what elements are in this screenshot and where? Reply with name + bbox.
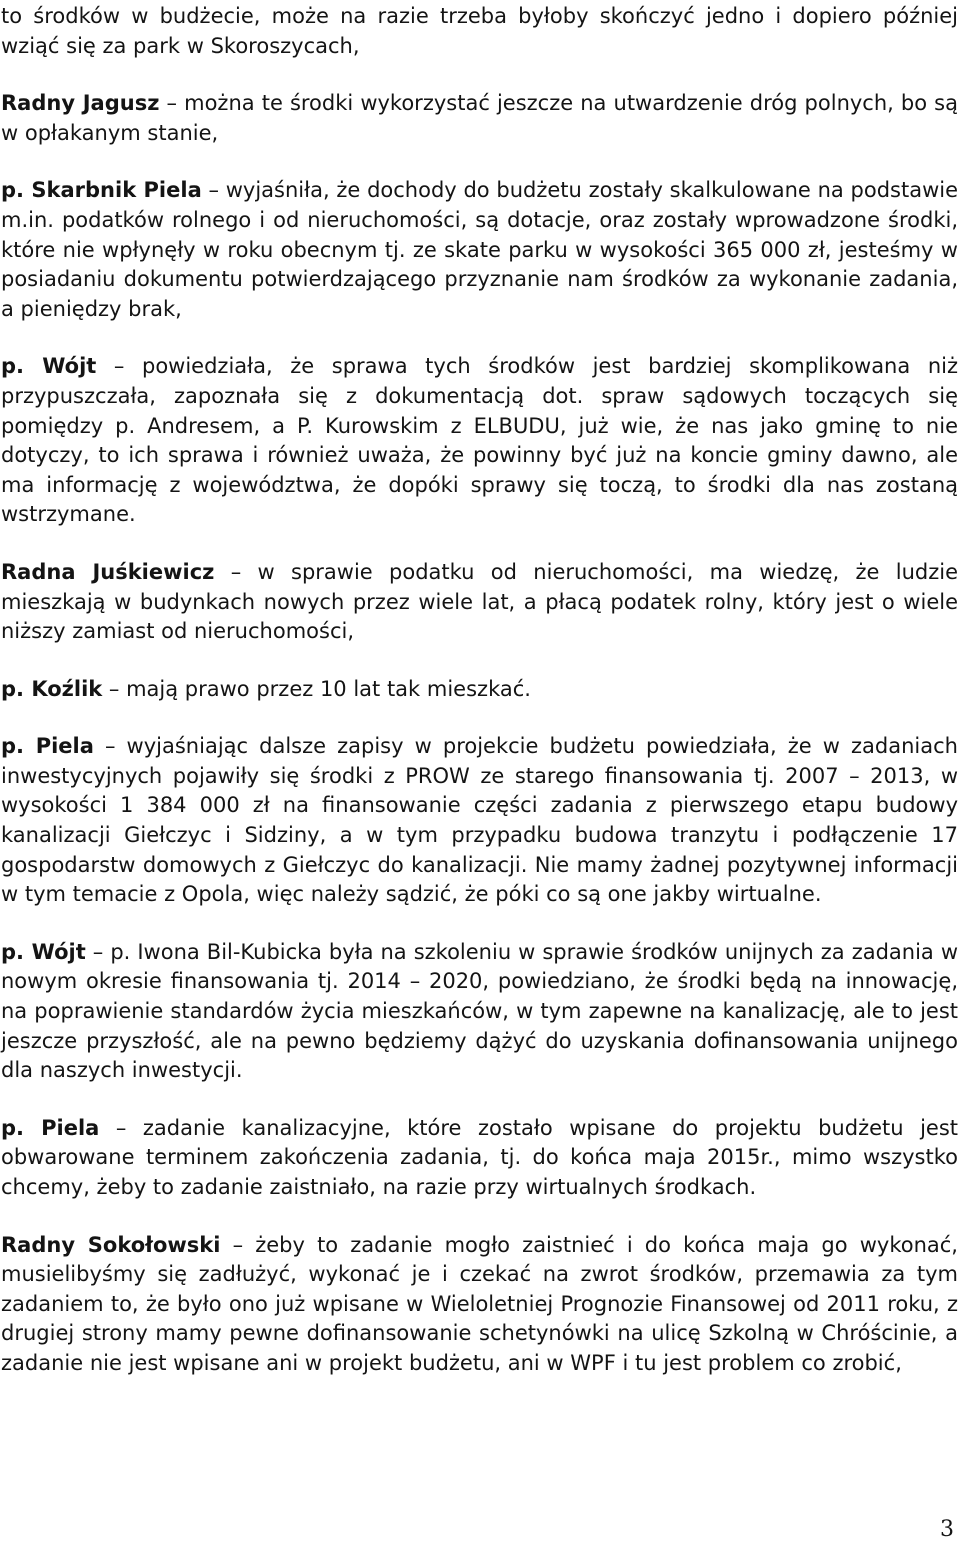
paragraph bbox=[1, 938, 958, 1086]
speaker-name: Radny Jagusz bbox=[1, 91, 160, 116]
speaker-name: p. Koźlik bbox=[1, 676, 103, 701]
speaker-name: Radny Sokołowski bbox=[1, 1232, 221, 1257]
paragraph-text: – zadanie kanalizacyjne, które zostało wpisane do projektu budżetu jest obwarowane terminem zakończenia zadania, tj. do końca maja 2015r., mimo wszystko chcemy, żeby to zadanie zaistniało, na razie przy wirtualnych środkach. bbox=[1, 1115, 958, 1199]
speaker-name: Radna Juśkiewicz bbox=[1, 559, 215, 584]
paragraph-text: – wyjaśniła, że dochody do budżetu zostały skalkulowane na podstawie m.in. podatków rolnego i od nieruchomości, są dotacje, oraz zostały wprowadzone środki, które nie wpłynęły w roku obecnym tj. ze skate parku w wysokości 365 000 zł, jesteśmy w posiadaniu dokumentu potwierdzającego przyznanie nam środków za wykonanie zadania, a pieniędzy brak, bbox=[1, 178, 958, 321]
paragraph bbox=[1, 1231, 958, 1379]
paragraph-text: – w sprawie podatku od nieruchomości, ma wiedzę, że ludzie mieszkają w budynkach nowych przez wiele lat, a płacą podatek rolny, który jest o wiele niższy zamiast od nieruchomości, bbox=[1, 559, 958, 644]
paragraph-text: – wyjaśniając dalsze zapisy w projekcie budżetu powiedziała, że w zadaniach inwestycyjnych pojawiły się środki z PROW ze starego finansowania tj. 2007 – 2013, w wysokości 1 384 000 zł na finansowanie części zadania z pierwszego etapu budowy kanalizacji Giełczyc i Sidziny, a w tym przypadku budowa tranzytu i podłączenie 17 gospodarstw domowych z Giełczyc do kanalizacji. Nie mamy żadnej pozytywnej informacji w tym temacie z Opola, więc należy sądzić, że póki co są one jakby wirtualne. bbox=[1, 734, 958, 907]
paragraph bbox=[1, 89, 958, 148]
paragraph-text: – żeby to zadanie mogło zaistnieć i do końca maja go wykonać, musielibyśmy się zadłużyć, wykonać je i czekać na zwrot środków, przemawia za tym zadaniem to, że było ono już wpisane w Wieloletniej Prognozie Finansowej od 2011 roku, z drugiej strony mamy pewne dofinansowanie schetynówki na ulicę Szkolną w Chróścinie, a zadanie nie jest wpisane ani w projekt budżetu, ani w WPF i tu jest problem co zrobić, bbox=[1, 1232, 958, 1375]
speaker-name: p. Piela bbox=[1, 734, 94, 759]
paragraph bbox=[1, 732, 958, 910]
speaker-name: p. Wójt bbox=[1, 354, 97, 379]
speaker-name: p. Piela bbox=[1, 1115, 100, 1140]
paragraph bbox=[1, 675, 958, 705]
paragraph-text: – mają prawo przez 10 lat tak mieszkać. bbox=[102, 676, 531, 701]
speaker-name: p. Skarbnik Piela bbox=[1, 178, 202, 203]
paragraph bbox=[1, 176, 958, 324]
paragraph bbox=[1, 2, 958, 61]
page-number: 3 bbox=[940, 1517, 954, 1543]
speaker-name: p. Wójt bbox=[1, 939, 86, 964]
paragraph-text: – można te środki wykorzystać jeszcze na utwardzenie dróg polnych, bo są w opłakanym stanie, bbox=[1, 91, 958, 145]
paragraph-text: – powiedziała, że sprawa tych środków jest bardziej skomplikowana niż przypuszczała, zapoznała się z dokumentacją dot. spraw sądowych toczących się pomiędzy p. Andresem, a P. Kurowskim z ELBUDU, już wie, że nas jako gminę to nie dotyczy, to ich sprawa i również uważa, że powinny być już na koncie gminy dawno, ale ma informację z województwa, że dopóki sprawy się toczą, to środki dla nas zostaną wstrzymane. bbox=[1, 354, 958, 527]
paragraph bbox=[1, 352, 958, 530]
paragraph-text: to środków w budżecie, może na razie trzeba byłoby skończyć jedno i dopiero później wziąć się za park w Skoroszycach, bbox=[1, 4, 958, 58]
paragraph bbox=[1, 558, 958, 647]
paragraph-text: – p. Iwona Bil-Kubicka była na szkoleniu w sprawie środków unijnych za zadania w nowym okresie finansowania tj. 2014 – 2020, powiedziano, że środki będą na innowację, na poprawienie standardów życia mieszkańców, w tym zapewne na kanalizację, ale to jest jeszcze przyszłość, ale na pewno będziemy dążyć do uzyskania dofinansowania unijnego dla naszych inwestycji. bbox=[1, 939, 958, 1083]
paragraph bbox=[1, 1114, 958, 1203]
